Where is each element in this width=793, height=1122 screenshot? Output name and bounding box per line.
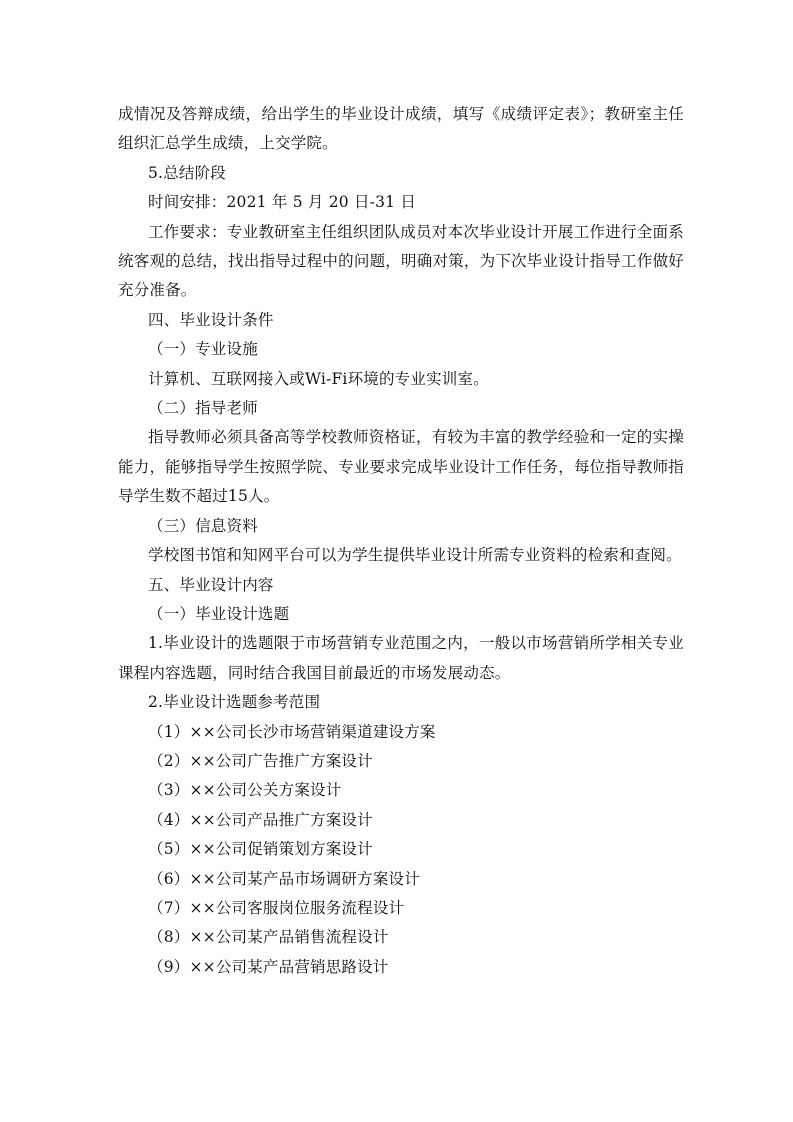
- heading-professional-facilities: （一）专业设施: [148, 340, 258, 359]
- paragraph-library-resources: 学校图书馆和知网平台可以为学生提供毕业设计所需专业资料的检索和查阅。: [148, 546, 682, 565]
- heading-instructors: （二）指导老师: [148, 399, 258, 418]
- heading-summary-stage: 5.总结阶段: [148, 163, 226, 182]
- list-item-topic-7: （7）××公司客服岗位服务流程设计: [148, 898, 405, 917]
- list-item-topic-1: （1）××公司长沙市场营销渠道建设方案: [148, 722, 436, 741]
- list-item-topic-8: （8）××公司某产品销售流程设计: [148, 928, 389, 947]
- heading-information-resources: （三）信息资料: [148, 516, 258, 535]
- list-item-topic-6: （6）××公司某产品市场调研方案设计: [148, 869, 420, 888]
- list-item-topic-4: （4）××公司产品推广方案设计: [148, 810, 373, 829]
- document-body: [118, 100, 684, 982]
- paragraph-time-schedule: 时间安排：2021 年 5 月 20 日-31 日: [148, 193, 417, 212]
- heading-reference-topics: 2.毕业设计选题参考范围: [148, 693, 321, 712]
- paragraph-facilities: 计算机、互联网接入或Wi-Fi环境的专业实训室。: [148, 369, 489, 388]
- heading-topic-selection: （一）毕业设计选题: [148, 604, 290, 623]
- paragraph-grade-process-end: 成情况及答辩成绩，给出学生的毕业设计成绩，填写《成绩评定表》；教研室主任组织汇总学生成绩，上交学院。: [118, 105, 684, 153]
- paragraph-work-requirements: 工作要求：专业教研室主任组织团队成员对本次毕业设计开展工作进行全面系统客观的总结，找出指导过程中的问题，明确对策，为下次毕业设计指导工作做好充分准备。: [118, 222, 684, 300]
- list-item-topic-5: （5）××公司促销策划方案设计: [148, 840, 373, 859]
- paragraph-topic-scope: 1.毕业设计的选题限于市场营销专业范围之内，一般以市场营销所学相关专业课程内容选题，同时结合我国目前最近的市场发展动态。: [118, 634, 684, 682]
- list-item-topic-2: （2）××公司广告推广方案设计: [148, 751, 373, 770]
- list-item-topic-9: （9）××公司某产品营销思路设计: [148, 957, 389, 976]
- list-item-topic-3: （3）××公司公关方案设计: [148, 781, 342, 800]
- heading-section-five: 五、毕业设计内容: [148, 575, 274, 594]
- heading-section-four: 四、毕业设计条件: [148, 310, 274, 329]
- paragraph-instructor-requirements: 指导教师必须具备高等学校教师资格证，有较为丰富的教学经验和一定的实操能力，能够指导学生按照学院、专业要求完成毕业设计工作任务，每位指导教师指导学生数不超过15人。: [118, 428, 684, 506]
